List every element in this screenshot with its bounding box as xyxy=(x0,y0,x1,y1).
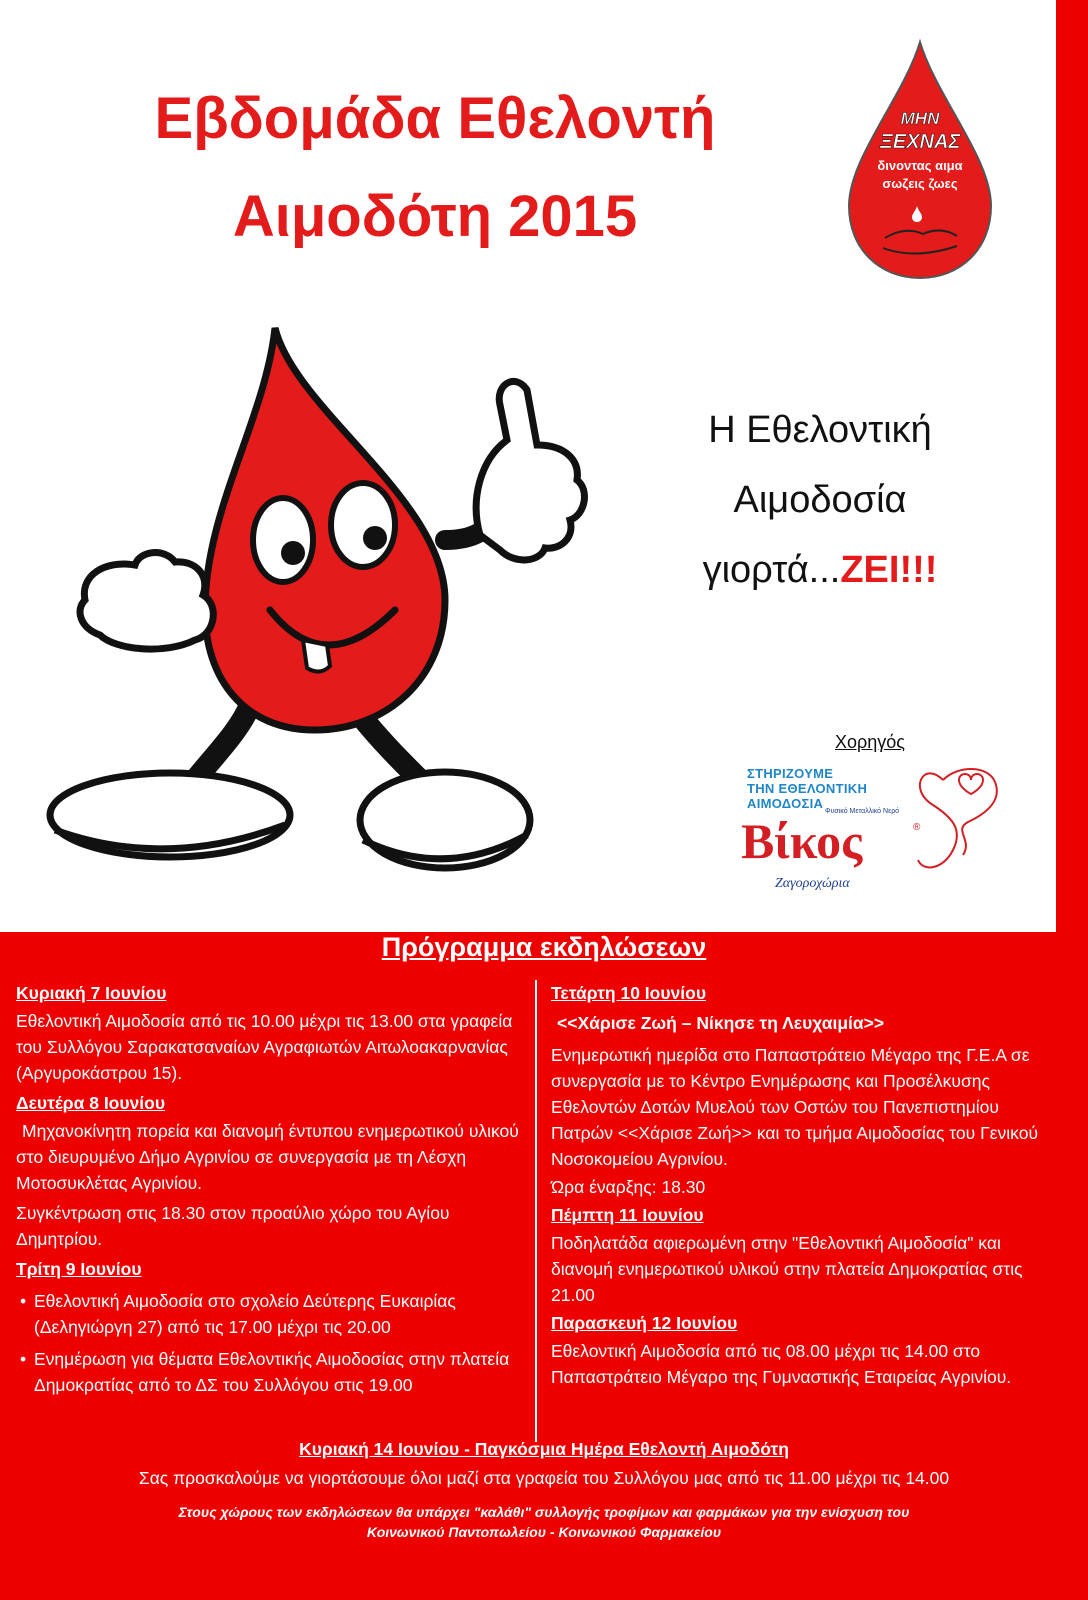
program-panel xyxy=(0,932,1088,1600)
tuesday-item-2: • Ενημέρωση για θέματα Εθελοντικής Αιμοδοσίας στην πλατεία Δημοκρατίας από το ΔΣ του Συλλόγου στις 19.00 xyxy=(20,1346,526,1398)
friday-text: Εθελοντική Αιμοδοσία από τις 08.00 μέχρι τις 14.00 στο Παπαστράτειο Μέγαρο της Γυμναστικής Εταιρείας Αγρινίου. xyxy=(551,1341,1012,1387)
mascot-left-glove xyxy=(80,553,213,650)
day-monday: Δευτέρα 8 Ιουνίου xyxy=(16,1093,166,1113)
sponsor-registered: ® xyxy=(913,822,921,833)
mascot-tooth xyxy=(303,640,330,672)
badge-line-4: σωζεις ζωες xyxy=(882,176,958,191)
mascot-right-eye xyxy=(331,483,395,567)
sunday-text: Εθελοντική Αιμοδοσία από τις 10.00 μέχρι τις 13.00 στα γραφεία του Συλλόγου Σαρακατσαναίων Αγραφιωτών Αιτωλοακαρνανίας (Αργυροκάστρου 15). xyxy=(16,1011,513,1083)
slogan-accent: ΖΕΙ!!! xyxy=(840,549,938,591)
bikos-sponsor-logo xyxy=(735,760,1035,910)
food-basket-note xyxy=(0,1502,1088,1542)
program-title: Πρόγραμμα εκδηλώσεων xyxy=(381,932,707,962)
dont-forget-badge xyxy=(845,38,995,283)
sponsor-script: Ζαγοροχώρια xyxy=(775,876,850,891)
monday-text-2: Συγκέντρωση στις 18.30 στον προαύλιο χώρο του Αγίου Δημητρίου. xyxy=(16,1203,450,1249)
mascot-right-shoe xyxy=(360,772,530,868)
slogan-line-1: Η Εθελοντική xyxy=(708,409,932,451)
thursday-text: Ποδηλατάδα αφιερωμένη στην "Εθελοντική Αιμοδοσία" και διανομή ενημερωτικού υλικού στην πλατεία Δημοκρατίας στις 21.00 xyxy=(551,1233,1023,1305)
slogan-line-3-text: γιορτά... xyxy=(702,549,841,591)
title-line-1: Εβδομάδα Εθελοντή xyxy=(154,86,716,151)
mascot-left-shoe xyxy=(50,773,290,857)
sponsor-brand: Βίκος xyxy=(741,813,863,869)
invitation-text: Σας προσκαλούμε να γιορτάσουμε όλοι μαζί στα γραφεία του Συλλόγου μας από τις 11.00 μέχρι τις 14.00 xyxy=(138,1468,950,1488)
sponsor-subtitle: Φυσικό Μεταλλικό Νερό xyxy=(825,808,900,815)
badge-line-1: ΜΗΝ xyxy=(900,109,940,128)
day-friday: Παρασκευή 12 Ιουνίου xyxy=(551,1313,738,1333)
sponsor-line-2: ΤΗΝ ΕΘΕΛΟΝΤΙΚΗ xyxy=(747,781,868,796)
slogan-line-3 xyxy=(645,535,995,605)
sponsor-line-1: ΣΤΗΡΙΖΟΥΜΕ xyxy=(747,766,834,781)
poster-title xyxy=(40,70,830,266)
mascot-right-pupil xyxy=(363,526,387,550)
day-sunday: Κυριακή 7 Ιουνίου xyxy=(16,983,167,1003)
slogan-line-2: Αιμοδοσία xyxy=(733,479,907,521)
program-left-column xyxy=(16,980,526,1402)
program-right-column xyxy=(551,980,1056,1392)
sponsor-line-3: ΑΙΜΟΔΟΣΙΑ xyxy=(747,796,824,811)
mascot-thumbs-up-glove xyxy=(476,381,584,560)
day-wednesday: Τετάρτη 10 Ιουνίου xyxy=(551,983,707,1003)
wednesday-subtitle: <<Χάρισε Ζωή – Νίκησε τη Λευχαιμία>> xyxy=(557,1013,885,1033)
day-tuesday: Τρίτη 9 Ιουνίου xyxy=(16,1259,142,1279)
title-line-2: Αιμοδότη 2015 xyxy=(232,184,638,249)
sponsor-label: Χορηγός xyxy=(835,732,905,752)
wednesday-text: Ενημερωτική ημερίδα στο Παπαστράτειο Μέγαρο της Γ.Ε.Α σε συνεργασία με το Κέντρο Ενημέρωσης και Προσέλκυσης Εθελοντών Δοτών Μυελού των Οστών του Πανεπιστημίου Πατρών <<Χάρισε Ζωή>> και το τμήμα Αιμοδοσίας του Γενικού Νοσοκομείου Αγρινίου. xyxy=(551,1045,1039,1169)
tuesday-item-1: • Εθελοντική Αιμοδοσία στο σχολείο Δεύτερης Ευκαιρίας (Δεληγιώργη 27) από τις 17.00 μέχρι τις 20.00 xyxy=(20,1288,526,1340)
slogan xyxy=(645,395,995,605)
monday-text-1: Μηχανοκίνητη πορεία και διανομή έντυπου ενημερωτικού υλικού στο διευρυμένο Δήμο Αγρινίου σε συνεργασία με τη Λέσχη Μοτοσυκλέτας Αγρινίου. xyxy=(16,1121,519,1193)
badge-line-3: δινοντας αιμα xyxy=(877,158,963,173)
world-day-heading: Κυριακή 14 Ιουνίου - Παγκόσμια Ημέρα Εθελοντή Αιμοδότη xyxy=(299,1439,789,1459)
badge-line-2: ΞΕΧΝΑΣ xyxy=(879,131,961,153)
blood-drop-mascot xyxy=(45,310,600,880)
note-line-2: Κοινωνικού Παντοπωλείου - Κοινωνικού Φαρμακείου xyxy=(366,1524,722,1540)
note-line-1: Στους χώρους των εκδηλώσεων θα υπάρχει "καλάθι" συλλογής τροφίμων και φαρμάκων για την ενίσχυση του xyxy=(178,1504,910,1520)
heart-ribbon-icon xyxy=(913,760,1013,880)
mascot-right-leg xyxy=(360,715,420,780)
mascot-left-pupil xyxy=(281,541,305,565)
wednesday-start: Ώρα έναρξης: 18.30 xyxy=(551,1177,706,1197)
day-thursday: Πέμπτη 11 Ιουνίου xyxy=(551,1205,704,1225)
mascot-left-leg xyxy=(195,705,250,780)
column-divider xyxy=(535,980,537,1442)
mascot-left-eye xyxy=(253,498,313,582)
